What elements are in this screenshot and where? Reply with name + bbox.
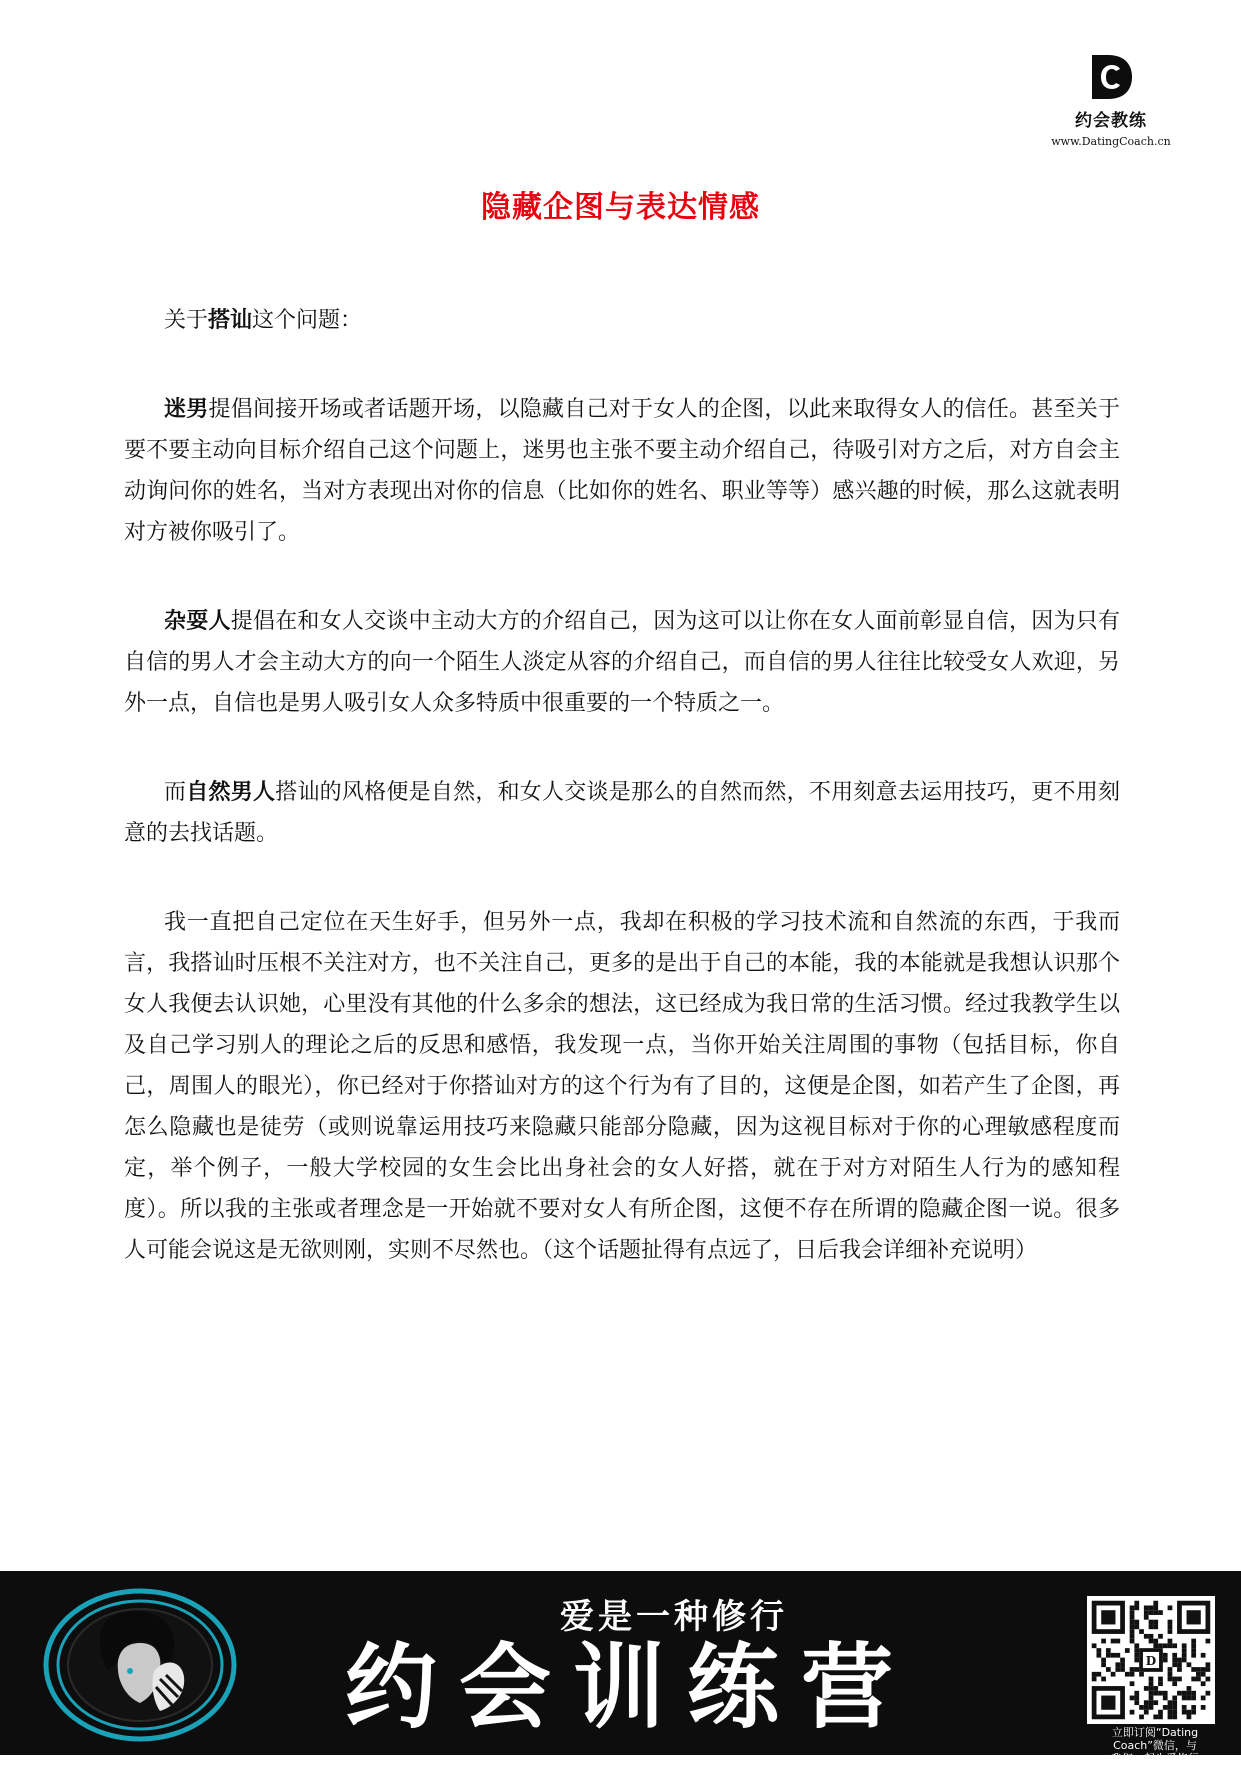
paragraph — [124, 389, 1120, 553]
intro-keyword: 搭讪 — [208, 308, 253, 333]
footer-banner — [0, 1571, 1241, 1765]
paragraph — [124, 902, 1120, 1271]
paragraph-keyword: 迷男 — [164, 397, 209, 422]
qr-code-icon[interactable] — [1087, 1596, 1215, 1724]
banner-heading: 约会训练营 — [345, 1633, 916, 1741]
qr-caption-line: Coach”微信，与 — [1113, 1739, 1197, 1752]
paragraph-text: 搭讪的风格便是自然，和女人交谈是那么的自然而然，不用刻意去运用技巧，更不用刻意的去找话题。 — [124, 780, 1120, 846]
paragraph-text: 我一直把自己定位在天生好手，但另外一点，我却在积极的学习技术流和自然流的东西，于我而言，我搭讪时压根不关注对方，也不关注自己，更多的是出于自己的本能，我的本能就是我想认识那个女人我便去认识她，心里没有其他的什么多余的想法，这已经成为我日常的生活习惯。经过我教学生以及自己学习别人的理论之后的反思和感悟，我发现一点，当你开始关注周围的事物（包括目标，你自己，周围人的眼光），你已经对于你搭讪对方的这个行为有了目的，这便是企图，如若产生了企图，再怎么隐藏也是徒劳（或则说靠运用技巧来隐藏只能部分隐藏，因为这视目标对于你的心理敏感程度而定，举个例子，一般大学校园的女生会比出身社会的女人好搭，就在于对方对陌生人行为的感知程度）。所以我的主张或者理念是一开始就不要对女人有所企图，这便不存在所谓的隐藏企图一说。很多人可能会说这是无欲则刚，实则不尽然也。（这个话题扯得有点远了，日后我会详细补充说明） — [124, 910, 1120, 1263]
page-title: 隐藏企图与表达情感 — [481, 190, 760, 225]
paragraph — [124, 601, 1120, 724]
emblem-portrait-icon — [42, 1587, 238, 1743]
intro-prefix: 关于 — [164, 308, 209, 333]
paragraph-keyword: 杂耍人 — [164, 609, 231, 634]
brand-name: 约会教练 — [1075, 111, 1147, 131]
paragraph-text: 提倡间接开场或者话题开场，以隐藏自己对于女人的企图，以此来取得女人的信任。甚至关于要不要主动向目标介绍自己这个问题上，迷男也主张不要主动介绍自己，待吸引对方之后，对方自会主动询问你的姓名，当对方表现出对你的信息（比如你的姓名、职业等等）感兴趣的时候，那么这就表明对方被你吸引了。 — [124, 397, 1120, 545]
paragraph — [124, 772, 1120, 854]
intro-line — [124, 300, 1120, 341]
paragraph-pre: 而 — [164, 780, 187, 805]
qr-caption-line: 我们一起为爱修行 — [1111, 1752, 1199, 1765]
intro-suffix: 这个问题： — [252, 308, 363, 333]
qr-caption — [1080, 1726, 1230, 1765]
article-body — [124, 300, 1120, 1319]
banner-slogan: 爱是一种修行 — [560, 1597, 788, 1637]
paragraph-keyword: 自然男人 — [186, 780, 276, 805]
qr-center-logo: D — [1145, 1654, 1157, 1669]
qr-caption-line: 立即订阅“Dating — [1111, 1726, 1199, 1739]
paragraph-text: 提倡在和女人交谈中主动大方的介绍自己，因为这可以让你在女人面前彰显自信，因为只有自信的男人才会主动大方的向一个陌生人淡定从容的介绍自己，而自信的男人往往比较受女人欢迎，另外一点，自信也是男人吸引女人众多特质中很重要的一个特质之一。 — [124, 609, 1120, 716]
brand-d-icon — [1088, 52, 1134, 102]
brand-logo — [1021, 52, 1201, 148]
brand-url: www.DatingCoach.cn — [1051, 135, 1171, 148]
